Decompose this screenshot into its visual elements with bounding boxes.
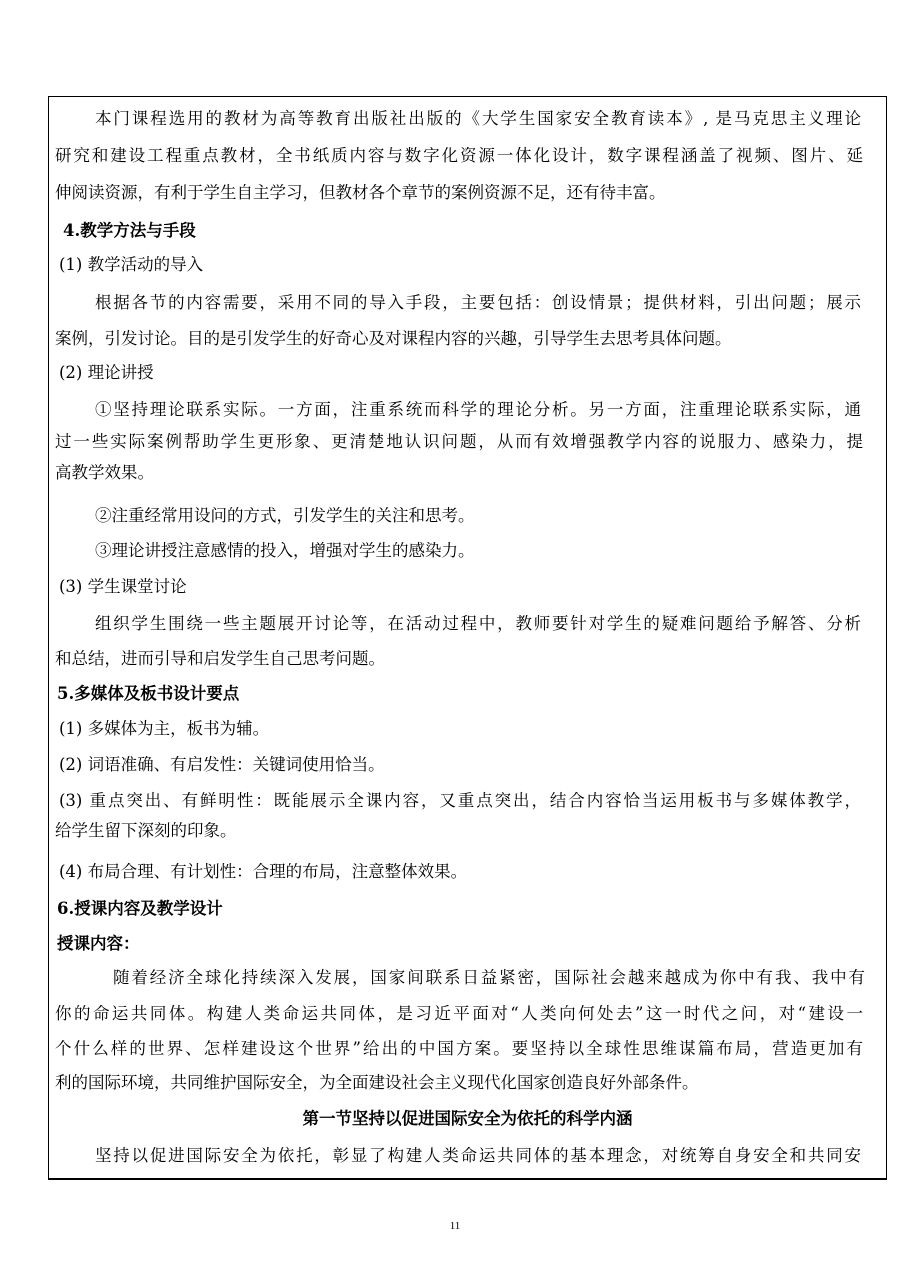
section-4-para-2-line-2: 过一些实际案例帮助学生更形象、更清楚地认识问题，从而有效增强教学内容的说服力、感染力，提 <box>55 432 863 451</box>
section-4-para-1-line-2: 案例，引发讨论。目的是引发学生的好奇心及对课程内容的兴趣，引导学生去思考具体问题。 <box>55 329 732 348</box>
lecture-last-line: 坚持以促进国际安全为依托，彰显了构建人类命运共同体的基本理念，对统筹自身安全和共同安 <box>95 1146 861 1165</box>
lecture-para-line-1: 随着经济全球化持续深入发展，国家间联系日益紧密，国际社会越来越成为你中有我、我中有 <box>113 968 865 987</box>
section-4-sub-3: (3) 学生课堂讨论 <box>59 577 187 596</box>
section-5-item-1: (1) 多媒体为主，板书为辅。 <box>59 719 270 738</box>
page-number: 11 <box>449 1220 461 1232</box>
section-5-item-2: (2) 词语准确、有启发性：关键词使用恰当。 <box>59 755 385 774</box>
intro-line-2: 研究和建设工程重点教材，全书纸质内容与数字化资源一体化设计，数字课程涵盖了视频、图片、延 <box>55 146 863 165</box>
section-4-heading: 4.教学方法与手段 <box>63 221 196 240</box>
lecture-para-line-2: 你的命运共同体。构建人类命运共同体，是习近平面对“人类向何处去”这一时代之问，对“建设一 <box>55 1004 863 1023</box>
section-5-heading: 5.多媒体及板书设计要点 <box>57 684 240 703</box>
content-table-cell <box>48 96 887 1180</box>
section-5-item-3-line-2: 给学生留下深刻的印象。 <box>55 821 237 840</box>
section-4-para-5-line-1: 组织学生围绕一些主题展开讨论等，在活动过程中，教师要针对学生的疑难问题给予解答、分析 <box>95 614 861 633</box>
section-4-para-2-line-3: 高教学效果。 <box>55 463 154 482</box>
section-6-heading: 6.授课内容及教学设计 <box>57 899 223 918</box>
section-5-item-4: (4) 布局合理、有计划性：合理的布局，注意整体效果。 <box>59 862 468 881</box>
section-4-para-4: ③理论讲授注意感情的投入，增强对学生的感染力。 <box>95 541 475 560</box>
section-4-para-3: ②注重经常用设问的方式，引发学生的关注和思考。 <box>95 506 475 525</box>
intro-line-3: 伸阅读资源，有利于学生自主学习，但教材各个章节的案例资源不足，还有待丰富。 <box>55 183 666 202</box>
intro-line-1: 本门课程选用的教材为高等教育出版社出版的《大学生国家安全教育读本》, 是马克思主义理论 <box>95 109 861 128</box>
section-4-sub-1: (1) 教学活动的导入 <box>59 255 204 274</box>
lecture-para-line-3: 个什么样的世界、怎样建设这个世界”给出的中国方案。要坚持以全球性思维谋篇布局，营造更加有 <box>55 1039 863 1058</box>
lecture-para-line-4: 利的国际环境，共同维护国际安全，为全面建设社会主义现代化国家创造良好外部条件。 <box>55 1073 699 1092</box>
section-4-para-1-line-1: 根据各节的内容需要，采用不同的导入手段，主要包括：创设情景；提供材料，引出问题；展示 <box>95 293 861 312</box>
lecture-content-label: 授课内容： <box>57 934 140 953</box>
section-4-para-5-line-2: 和总结，进而引导和启发学生自己思考问题。 <box>55 649 385 668</box>
section-5-item-3-line-1: (3) 重点突出、有鲜明性：既能展示全课内容，又重点突出，结合内容恰当运用板书与多媒体教学， <box>59 791 861 810</box>
section-4-sub-2: (2) 理论讲授 <box>59 363 154 382</box>
section-4-para-2-line-1: ①坚持理论联系实际。一方面，注重系统而科学的理论分析。另一方面，注重理论联系实际，通 <box>95 400 861 419</box>
section-title: 第一节坚持以促进国际安全为依托的科学内涵 <box>302 1109 633 1128</box>
